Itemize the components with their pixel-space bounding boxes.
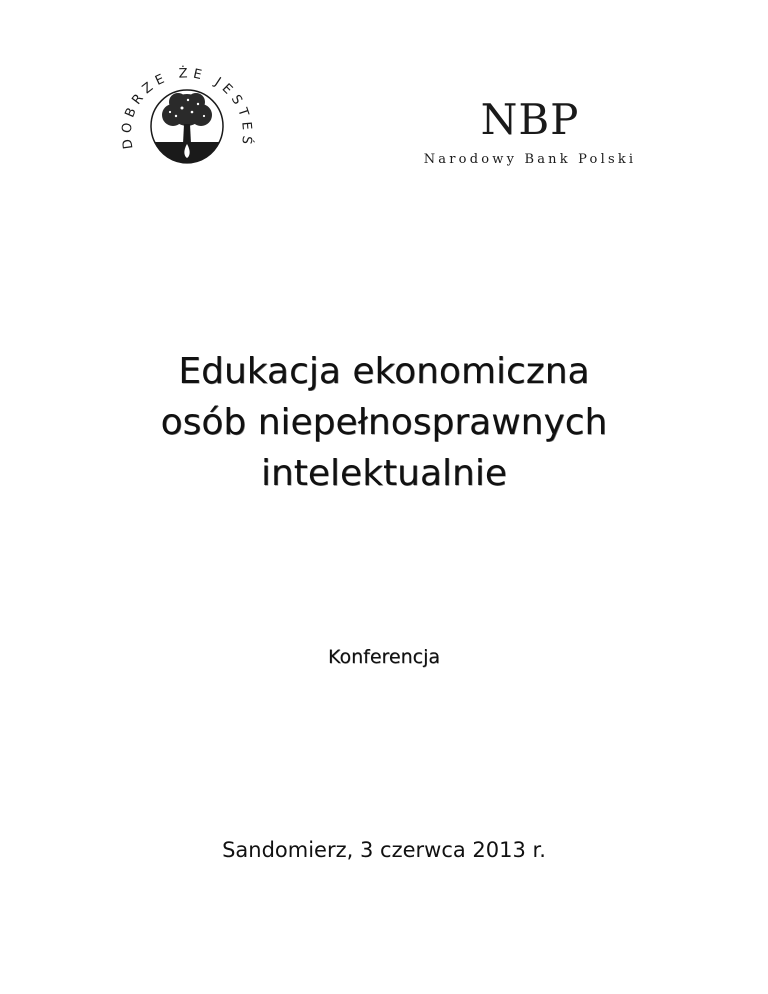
- logo-arc-text: DOBRZE ŻE JESTEŚ: [119, 66, 255, 151]
- title-line-2: osób niepełnosprawnych: [160, 402, 608, 443]
- document-title: [0, 346, 768, 499]
- dobrze-ze-jestes-logo: [118, 52, 256, 178]
- place-and-date: Sandomierz, 3 czerwca 2013 r.: [222, 838, 546, 862]
- document-subtitle: Konferencja: [327, 646, 441, 668]
- nbp-header: [400, 96, 660, 167]
- title-line-1: Edukacja ekonomiczna: [178, 351, 590, 392]
- nbp-full-name: Narodowy Bank Polski: [423, 152, 637, 167]
- nbp-abbreviation: NBP: [480, 95, 580, 144]
- title-line-3: intelektualnie: [260, 453, 508, 494]
